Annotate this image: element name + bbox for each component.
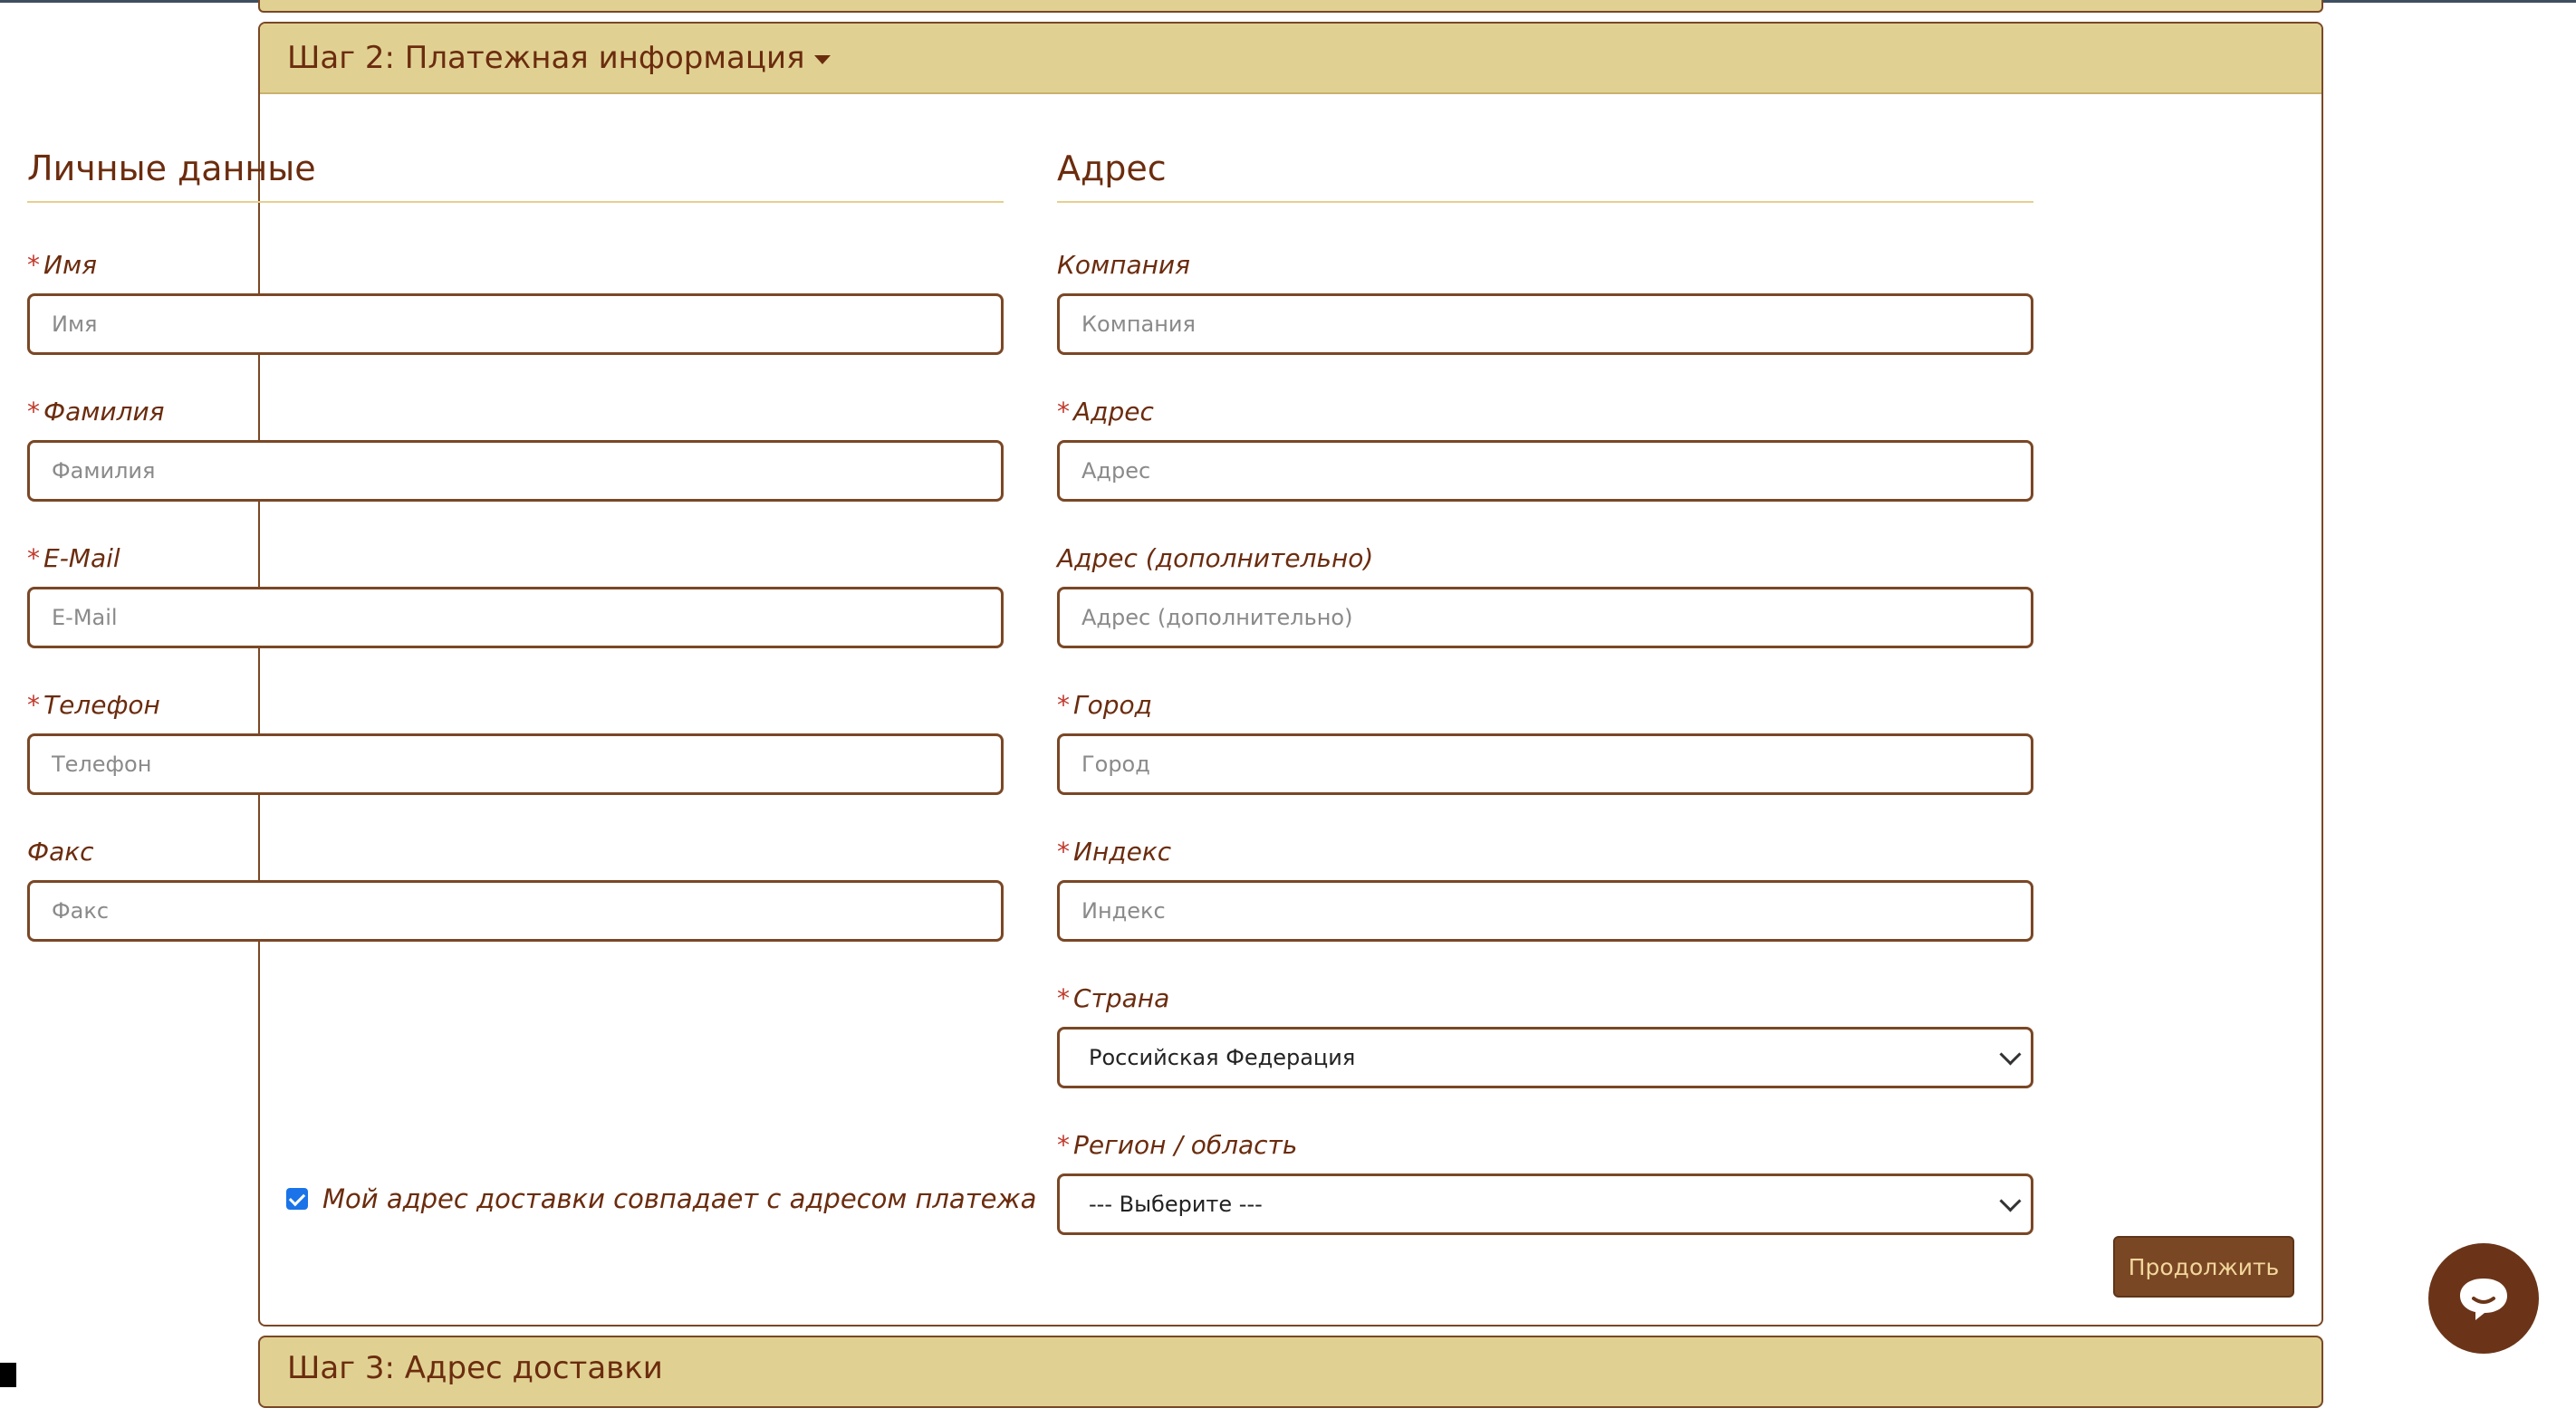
city-label: * Город (1057, 690, 1152, 720)
address2-label: Адрес (дополнительно) (1057, 543, 1374, 573)
step1-panel-bottom (258, 0, 2323, 13)
step3-header[interactable] (258, 1336, 2323, 1408)
step3-title: Шаг 3: Адрес доставки (287, 1350, 663, 1386)
same-address-checkbox[interactable] (286, 1188, 308, 1210)
company-group (1057, 250, 2033, 355)
country-group (1057, 983, 2033, 1088)
chevron-down-icon (1999, 1043, 2021, 1065)
lastname-label: * Фамилия (27, 397, 165, 426)
continue-button[interactable]: Продолжить (2113, 1236, 2294, 1298)
fax-label: Факс (27, 837, 94, 867)
address-section (1057, 148, 2033, 1235)
caret-down-icon (814, 55, 831, 64)
address2-input[interactable] (1057, 587, 2033, 648)
postcode-group (1057, 837, 2033, 942)
region-select[interactable] (1057, 1173, 2033, 1235)
country-label: * Страна (1057, 983, 1170, 1013)
city-group (1057, 690, 2033, 795)
chat-bubble-icon (2456, 1275, 2511, 1322)
lastname-input[interactable] (27, 440, 1004, 502)
company-label: Компания (1057, 250, 1190, 280)
country-select[interactable] (1057, 1027, 2033, 1088)
postcode-label: * Индекс (1057, 837, 1172, 867)
same-address-label[interactable]: Мой адрес доставки совпадает с адресом платежа (322, 1183, 1037, 1214)
address1-group (1057, 397, 2033, 502)
edge-artifact (0, 1363, 16, 1387)
phone-group (27, 690, 1004, 795)
email-input[interactable] (27, 587, 1004, 648)
address1-input[interactable] (1057, 440, 2033, 502)
phone-label: * Телефон (27, 690, 160, 720)
address2-group (1057, 543, 2033, 648)
step2-header[interactable] (260, 24, 2321, 94)
address-legend: Адрес (1057, 148, 2033, 203)
region-group (1057, 1130, 2033, 1235)
city-input[interactable] (1057, 733, 2033, 795)
email-group (27, 543, 1004, 648)
chat-widget-button[interactable] (2428, 1243, 2539, 1354)
firstname-label: * Имя (27, 250, 97, 280)
fax-input[interactable] (27, 880, 1004, 942)
personal-data-legend: Личные данные (27, 148, 1004, 203)
chevron-down-icon (1999, 1190, 2021, 1212)
company-input[interactable] (1057, 293, 2033, 355)
step2-title: Шаг 2: Платежная информация (287, 40, 805, 76)
same-address-row (286, 1183, 1036, 1214)
personal-data-section (27, 148, 1004, 942)
firstname-group (27, 250, 1004, 355)
region-label: * Регион / область (1057, 1130, 1298, 1160)
lastname-group (27, 397, 1004, 502)
fax-group (27, 837, 1004, 942)
region-select-value: --- Выберите --- (1089, 1192, 1263, 1217)
phone-input[interactable] (27, 733, 1004, 795)
email-label: * E-Mail (27, 543, 120, 573)
country-select-value: Российская Федерация (1089, 1045, 1356, 1070)
address1-label: * Адрес (1057, 397, 1154, 426)
postcode-input[interactable] (1057, 880, 2033, 942)
firstname-input[interactable] (27, 293, 1004, 355)
checkmark-icon (289, 1189, 305, 1205)
